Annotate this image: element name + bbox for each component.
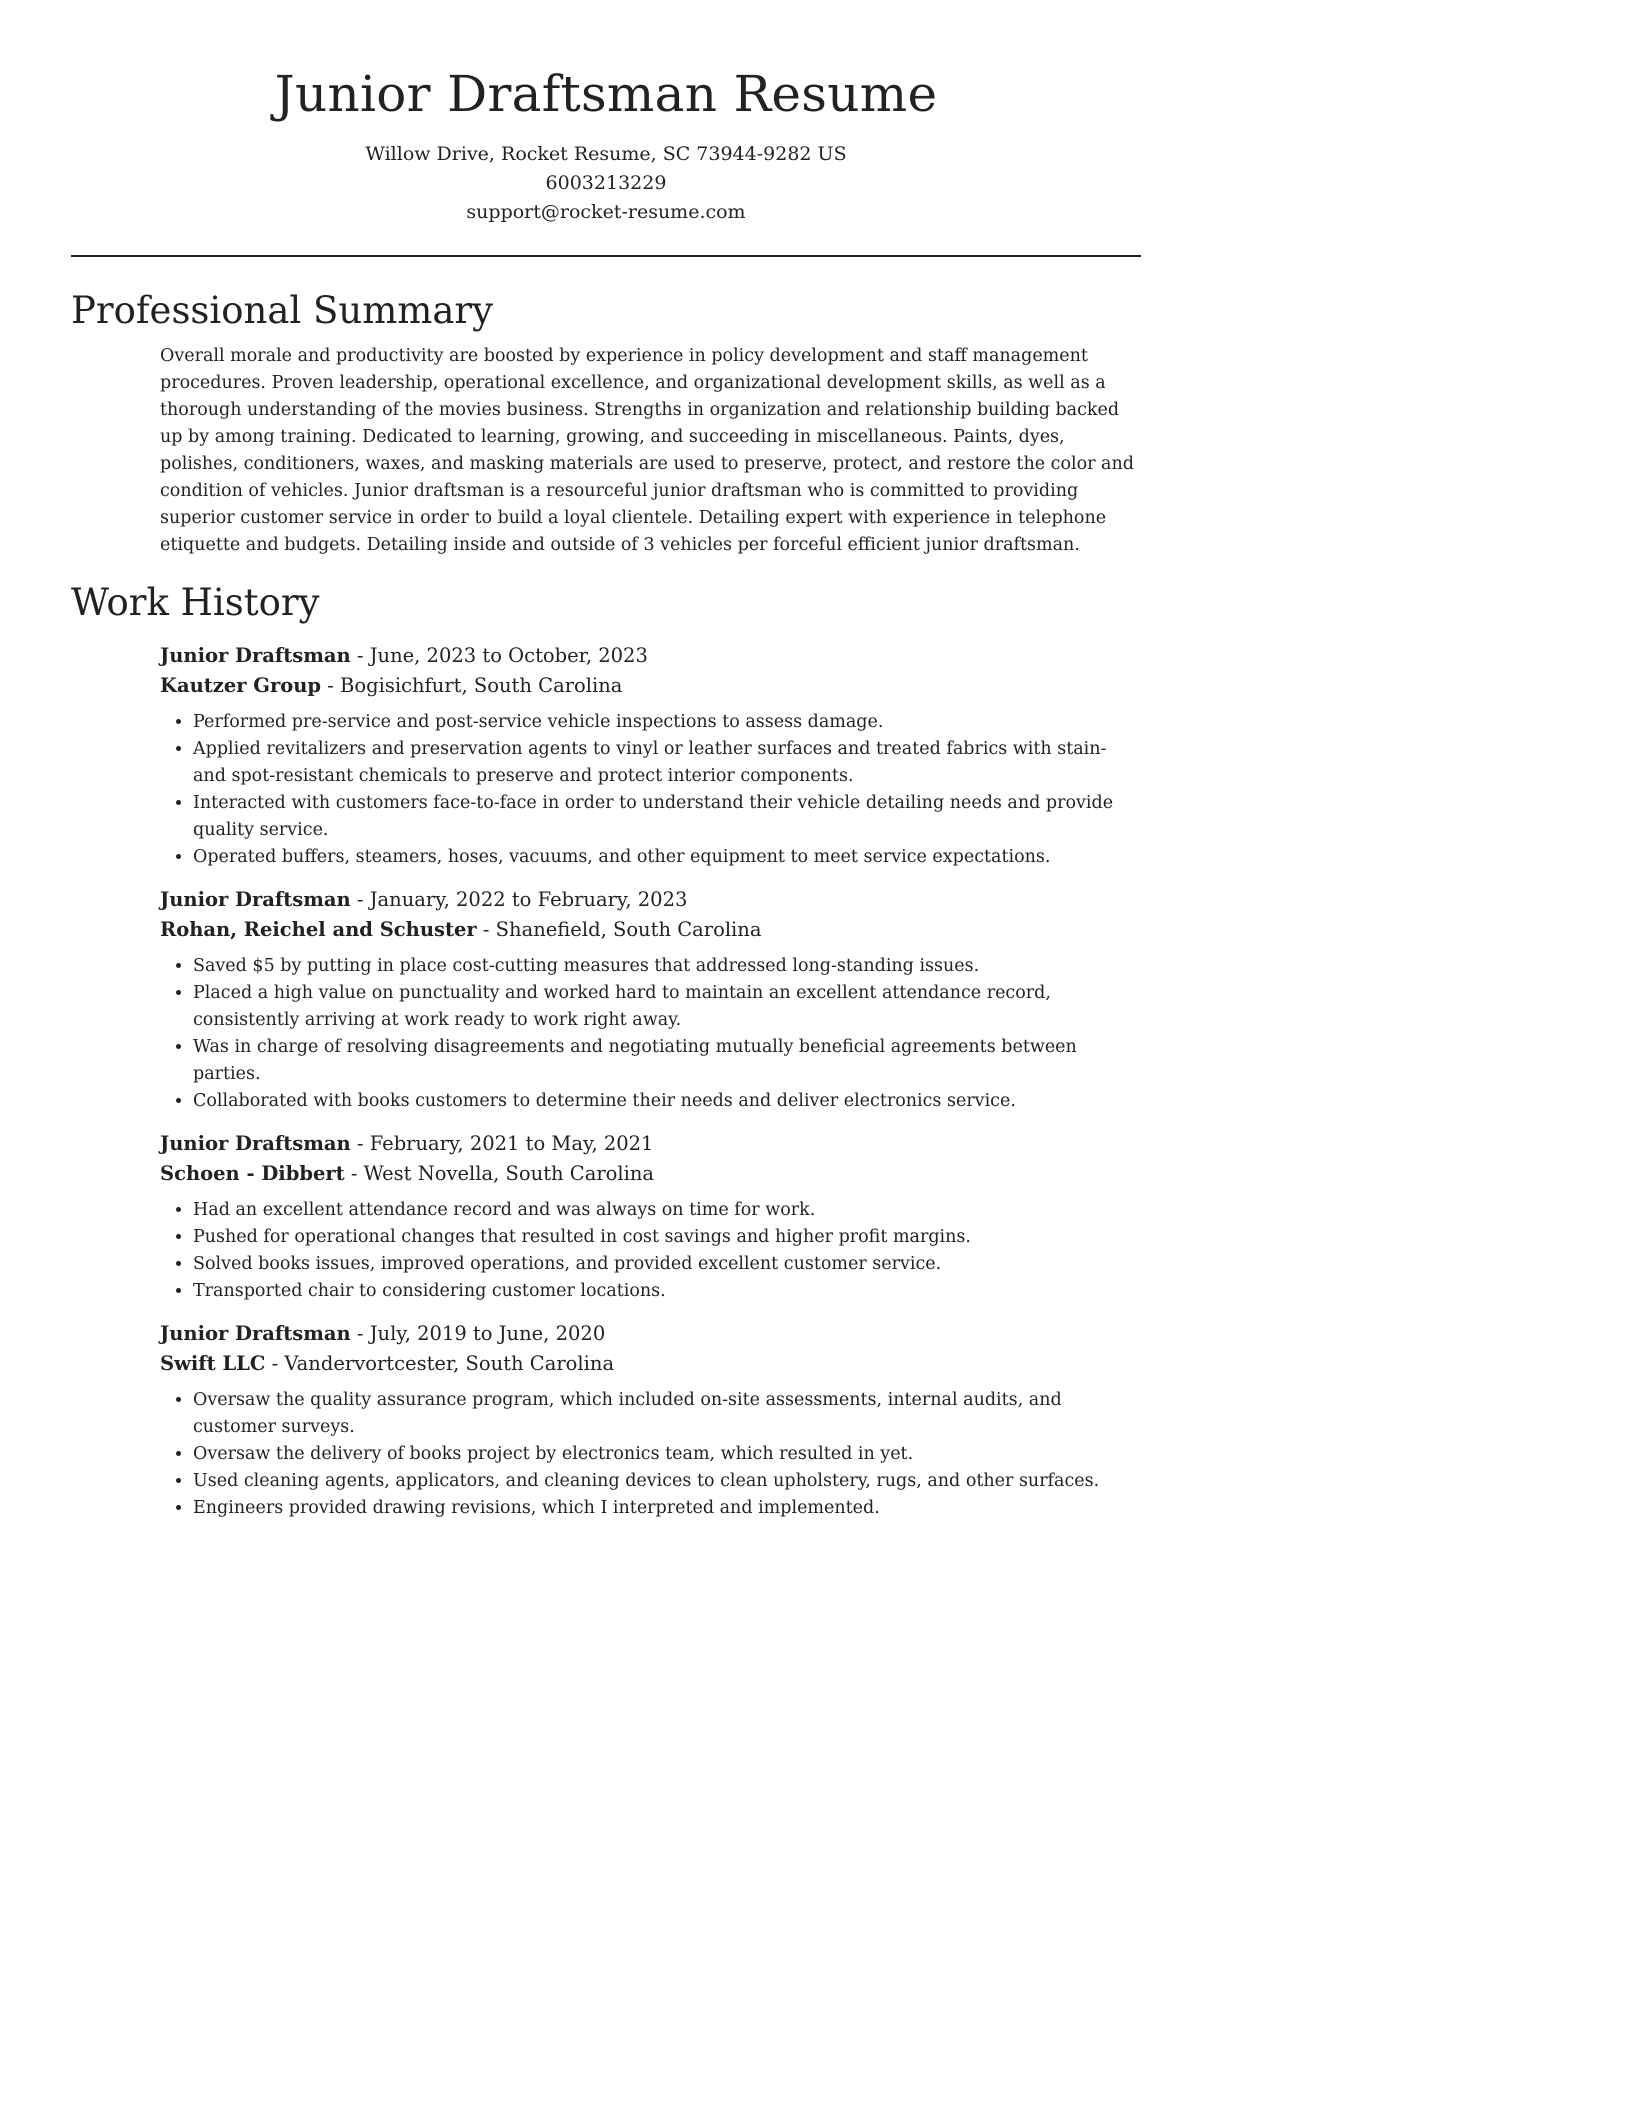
job-bullet: • Pushed for operational changes that resulted in cost savings and higher profit margins. [193, 1224, 1141, 1251]
job-entry [160, 885, 1141, 1115]
resume-title: Junior Draftsman Resume [274, 65, 938, 123]
job-company: Rohan, Reichel and Schuster [160, 918, 477, 941]
job-bullet: • Transported chair to considering customer locations. [193, 1278, 1141, 1305]
job-entry [160, 1129, 1141, 1305]
job-company-line [160, 1159, 1141, 1189]
job-company-line [160, 1349, 1141, 1379]
job-role-line [160, 641, 1141, 671]
job-bullet: • Used cleaning agents, applicators, and cleaning devices to clean upholstery, rugs, and other surfaces. [193, 1468, 1141, 1495]
job-role: Junior Draftsman [160, 644, 351, 667]
job-bullet: • Placed a high value on punctuality and worked hard to maintain an excellent attendance record, consistently arriving at work ready to work right away. [193, 980, 1141, 1034]
job-bullet: • Collaborated with books customers to determine their needs and deliver electronics service. [193, 1088, 1141, 1115]
job-company-line [160, 915, 1141, 945]
section-title-work-history: Work History [71, 581, 320, 624]
contact-email[interactable]: support@rocket-resume.com [466, 201, 746, 223]
job-bullets [160, 1387, 1141, 1522]
section-title-summary: Professional Summary [71, 289, 494, 332]
job-bullet: • Applied revitalizers and preservation agents to vinyl or leather surfaces and treated fabrics with stain- and spot-resistant chemicals to preserve and protect interior components. [193, 736, 1141, 790]
job-location: - Vandervortcester, South Carolina [265, 1352, 615, 1375]
job-dates: - January, 2022 to February, 2023 [350, 888, 688, 911]
job-bullet: • Had an excellent attendance record and was always on time for work. [193, 1197, 1141, 1224]
summary-text: Overall morale and productivity are boosted by experience in policy development and staff management procedures. Proven leadership, operational excellence, and organizational development skills, as well as a thorough understanding of the movies business. Strengths in organization and relationship building backed up by among training. Dedicated to learning, growing, and succeeding in miscellaneous. Paints, dyes, polishes, conditioners, waxes, and masking materials are used to preserve, protect, and restore the color and condition of vehicles. Junior draftsman is a resourceful junior draftsman who is committed to providing superior customer service in order to build a loyal clientele. Detailing expert with experience in telephone etiquette and budgets. Detailing inside and outside of 3 vehicles per forceful efficient junior draftsman. [160, 346, 1134, 555]
job-company: Schoen - Dibbert [160, 1162, 345, 1185]
job-bullet: • Oversaw the delivery of books project by electronics team, which resulted in yet. [193, 1441, 1141, 1468]
job-dates: - June, 2023 to October, 2023 [350, 644, 648, 667]
job-bullet: • Solved books issues, improved operations, and provided excellent customer service. [193, 1251, 1141, 1278]
job-role-line [160, 1319, 1141, 1349]
job-bullet: • Saved $5 by putting in place cost-cutting measures that addressed long-standing issues. [193, 953, 1141, 980]
job-company-line [160, 671, 1141, 701]
job-dates: - July, 2019 to June, 2020 [350, 1322, 606, 1345]
job-role: Junior Draftsman [160, 1132, 351, 1155]
job-bullet: • Was in charge of resolving disagreements and negotiating mutually beneficial agreements between parties. [193, 1034, 1141, 1088]
job-bullet: • Engineers provided drawing revisions, which I interpreted and implemented. [193, 1495, 1141, 1522]
contact-phone: 6003213229 [545, 172, 667, 194]
job-location: - West Novella, South Carolina [344, 1162, 655, 1185]
job-entry [160, 641, 1141, 871]
job-entry [160, 1319, 1141, 1522]
job-company: Kautzer Group [160, 674, 322, 697]
job-dates: - February, 2021 to May, 2021 [350, 1132, 654, 1155]
job-location: - Shanefield, South Carolina [476, 918, 762, 941]
job-bullet: • Interacted with customers face-to-face in order to understand their vehicle detailing needs and provide quality service. [193, 790, 1141, 844]
job-bullets [160, 953, 1141, 1115]
resume-header [71, 0, 1141, 227]
job-role-line [160, 885, 1141, 915]
job-bullets [160, 709, 1141, 871]
job-bullets [160, 1197, 1141, 1305]
job-company: Swift LLC [160, 1352, 266, 1375]
job-bullet: • Performed pre-service and post-service vehicle inspections to assess damage. [193, 709, 1141, 736]
job-bullet: • Oversaw the quality assurance program, which included on-site assessments, internal audits, and customer surveys. [193, 1387, 1141, 1441]
contact-address: Willow Drive, Rocket Resume, SC 73944-9282 US [365, 143, 847, 165]
job-role: Junior Draftsman [160, 1322, 351, 1345]
job-location: - Bogisichfurt, South Carolina [321, 674, 623, 697]
job-role-line [160, 1129, 1141, 1159]
resume-page [71, 0, 1141, 1522]
contact-info [71, 140, 1141, 227]
job-bullet: • Operated buffers, steamers, hoses, vacuums, and other equipment to meet service expectations. [193, 844, 1141, 871]
header-divider [71, 255, 1141, 257]
job-role: Junior Draftsman [160, 888, 351, 911]
